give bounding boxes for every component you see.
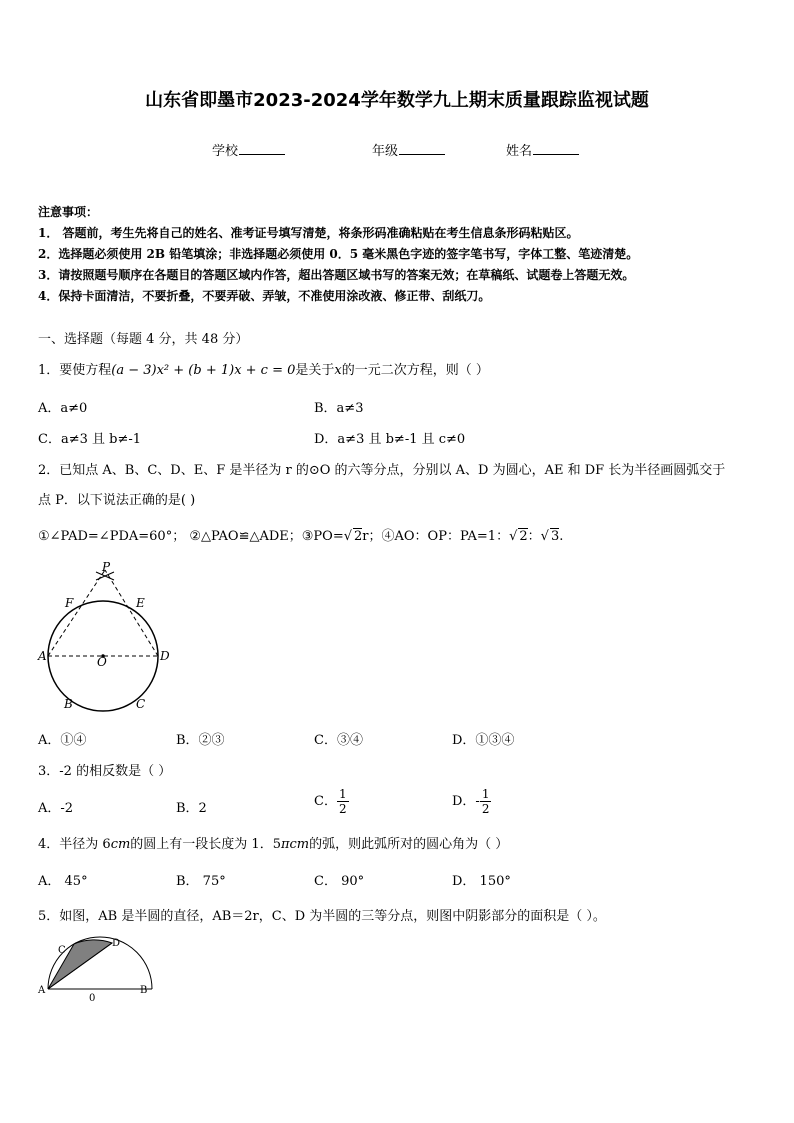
q2-option-d[interactable]: D．①③④ (452, 733, 515, 748)
frac-num: 1 (481, 787, 490, 801)
q5-semicircle-figure (34, 932, 154, 1006)
q4-suffix: 的弧，则此弧所对的圆心角为（ ） (309, 837, 509, 852)
label-p: P (102, 560, 111, 574)
sqrt-symbol: √ (343, 529, 353, 544)
question-4 (38, 833, 508, 852)
q4-pi: π (280, 837, 290, 852)
label-o: 0 (89, 993, 96, 1004)
grade-label: 年级 (372, 144, 399, 159)
q2-option-a[interactable]: A．①④ (38, 733, 87, 748)
q2-circle-figure (30, 558, 190, 718)
q4-option-b[interactable]: B． 75° (176, 874, 226, 889)
q2-option-b[interactable]: B．②③ (176, 733, 225, 748)
q1-option-d[interactable]: D．a≠3 且 b≠-1 且 c≠0 (314, 432, 466, 447)
frac-den: 2 (338, 802, 347, 816)
q2-statements (38, 525, 563, 544)
note-item: 1． 答题前，考生先将自己的姓名、准考证号填写清楚，将条形码准确粘贴在考生信息条形码粘贴区。 (38, 226, 579, 240)
school-label: 学校 (212, 144, 239, 159)
q4-unit1: cm (110, 837, 131, 852)
question-1 (38, 359, 489, 378)
q2-line2: 点 P．以下说法正确的是( ) (38, 493, 196, 508)
school-blank[interactable] (239, 141, 285, 155)
label-c: C (58, 945, 66, 956)
section-title: 一、选择题（每题 4 分，共 48 分） (38, 332, 249, 347)
q2-sqrt3: 3 (550, 529, 560, 544)
q3-fraction-c (337, 787, 349, 816)
sqrt-symbol: √ (509, 529, 518, 544)
q3-option-d[interactable] (452, 787, 491, 816)
label-e: E (136, 596, 145, 610)
note-item: 2．选择题必须使用 2B 铅笔填涂；非选择题必须使用 0．5 毫米黑色字迹的签字笔书写，字体工整、笔迹清楚。 (38, 247, 639, 261)
q2-sqrt2: 2 (354, 529, 363, 544)
sqrt-symbol: √ (540, 529, 549, 544)
school-field (212, 140, 285, 159)
line-dp (105, 570, 158, 656)
notes-heading: 注意事项： (38, 205, 99, 219)
label-c: C (136, 697, 146, 711)
q3-option-d-prefix: D．- (452, 794, 480, 809)
q1-suffix: 的一元二次方程，则（ ） (341, 363, 489, 378)
q3-option-a[interactable]: A．-2 (38, 801, 74, 816)
q3-option-c-prefix: C． (314, 794, 337, 809)
q4-mid: 的圆上有一段长度为 1．5 (130, 837, 281, 852)
grade-blank[interactable] (399, 141, 445, 155)
q1-option-a[interactable]: A．a≠0 (38, 401, 88, 416)
line-ap (48, 570, 105, 656)
label-a: A (38, 985, 46, 996)
q3-option-b[interactable]: B．2 (176, 801, 207, 816)
q4-option-d[interactable]: D． 150° (452, 874, 511, 889)
q2-statement-a: ①∠PAD=∠PDA=60°； ②△PAO≌△ADE；③PO= (38, 529, 344, 544)
q4-unit2: cm (289, 837, 310, 852)
q3-option-c[interactable] (314, 787, 349, 816)
q1-mid: 是关于 (295, 363, 335, 378)
q1-equation: (a − 3)x² + (b + 1)x + c = 0 (111, 363, 296, 378)
label-b: B (140, 985, 148, 996)
q1-var: x (334, 363, 342, 378)
q4-option-c[interactable]: C． 90° (314, 874, 365, 889)
q3-fraction-d (480, 787, 492, 816)
q4-prefix: 4．半径为 6 (38, 837, 111, 852)
q2-statement-b: r；④AO：OP：PA=1： (362, 529, 510, 544)
name-label: 姓名 (506, 144, 533, 159)
label-d: D (160, 649, 170, 663)
name-blank[interactable] (533, 141, 579, 155)
q2-sqrt2b: 2 (519, 529, 528, 544)
q1-prefix: 1．要使方程 (38, 363, 112, 378)
label-f: F (65, 596, 74, 610)
name-field (506, 140, 579, 159)
q2-statement-c: ： (527, 529, 541, 544)
grade-field (372, 140, 445, 159)
q2-line1: 2．已知点 A、B、C、D、E、F 是半径为 r 的⊙O 的六等分点，分别以 A、D 为圆心，AE 和 DF 长为半径画圆弧交于 (38, 463, 726, 478)
question-5: 5．如图，AB 是半圆的直径，AB＝2r，C、D 为半圆的三等分点，则图中阴影部分的面积是（ ）。 (38, 909, 606, 924)
frac-den: 2 (481, 802, 490, 816)
note-item: 3．请按照题号顺序在各题目的答题区域内作答，超出答题区域书写的答案无效；在草稿纸、试题卷上答题无效。 (38, 268, 635, 282)
q2-option-c[interactable]: C．③④ (314, 733, 363, 748)
question-3: 3．-2 的相反数是（ ） (38, 764, 172, 779)
label-a: A (38, 649, 47, 663)
note-item: 4．保持卡面清洁，不要折叠，不要弄破、弄皱，不准使用涂改液、修正带、刮纸刀。 (38, 289, 491, 303)
q2-statement-d: . (559, 529, 564, 544)
label-d: D (112, 938, 121, 949)
q1-option-b[interactable]: B．a≠3 (314, 401, 364, 416)
label-o: O (97, 655, 107, 669)
frac-num: 1 (338, 787, 347, 801)
q4-option-a[interactable]: A． 45° (38, 874, 88, 889)
page-title: 山东省即墨市2023-2024学年数学九上期末质量跟踪监视试题 (145, 90, 649, 111)
q1-option-c[interactable]: C．a≠3 且 b≠-1 (38, 432, 142, 447)
label-b: B (64, 697, 73, 711)
